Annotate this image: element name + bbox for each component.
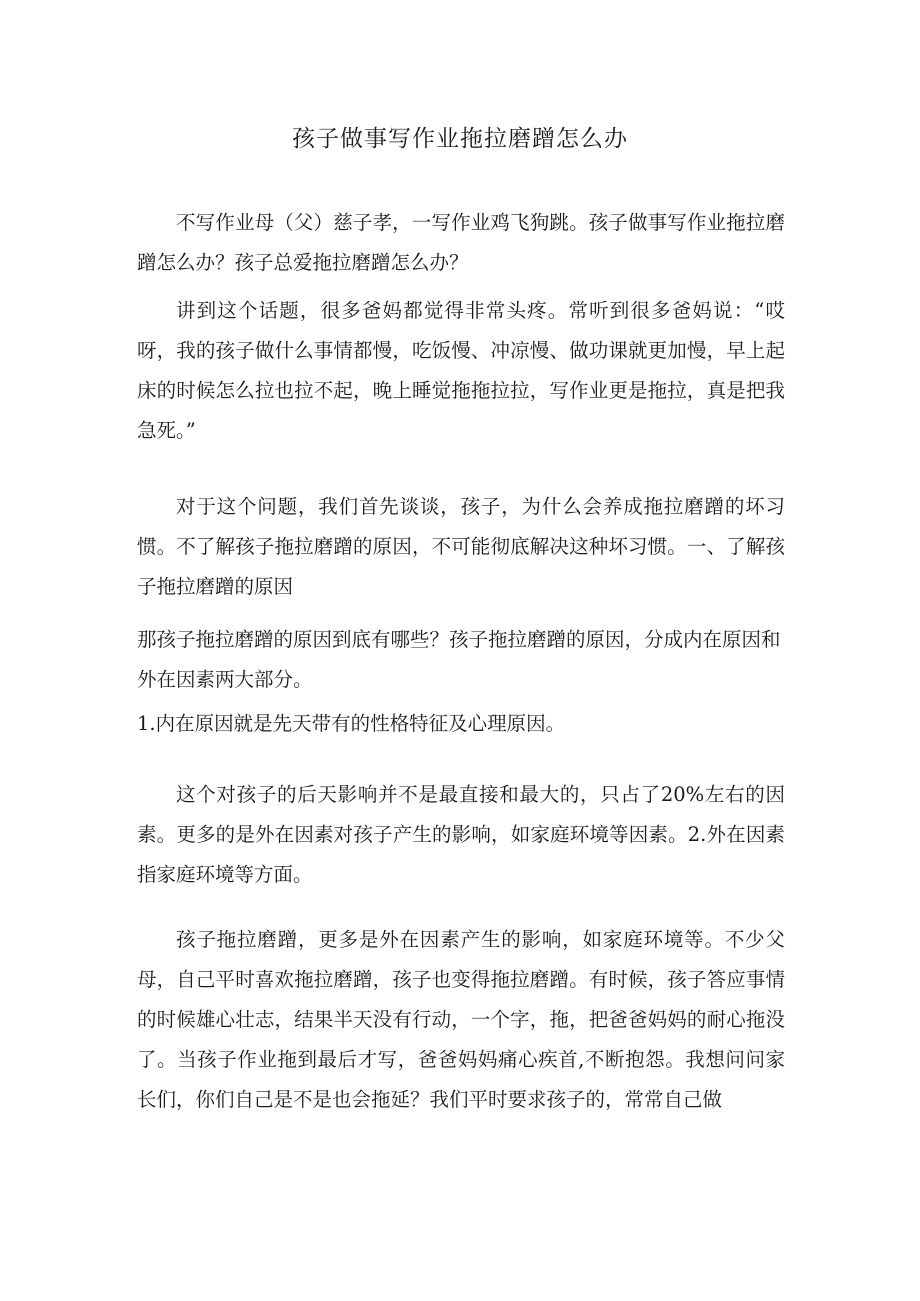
paragraph-7: 孩子拖拉磨蹭，更多是外在因素产生的影响，如家庭环境等。不少父母，自己平时喜欢拖拉磨蹭，孩子也变得拖拉磨蹭。有时候，孩子答应事情的时候雄心壮志，结果半天没有行动，一个字，拖，把爸爸妈妈的耐心拖没了。当孩子作业拖到最后才写，爸爸妈妈痛心疾首,不断抱怨。我想问问家长们，你们自己是不是也会拖延？我们平时要求孩子的，常常自己做 (137, 928, 785, 1111)
paragraph-6: 这个对孩子的后天影响并不是最直接和最大的，只占了20%左右的因素。更多的是外在因素对孩子产生的影响，如家庭环境等因素。2.外在因素指家庭环境等方面。 (137, 783, 785, 886)
paragraph-1: 不写作业母（父）慈子孝，一写作业鸡飞狗跳。孩子做事写作业拖拉磨蹭怎么办？孩子总爱拖拉磨蹭怎么办？ (137, 211, 785, 274)
paragraph-3: 对于这个问题，我们首先谈谈，孩子，为什么会养成拖拉磨蹭的坏习惯。不了解孩子拖拉磨蹭的原因，不可能彻底解决这种坏习惯。一、了解孩子拖拉磨蹭的原因 (137, 495, 785, 598)
paragraph-2: 讲到这个话题，很多爸妈都觉得非常头疼。常听到很多爸妈说：“哎呀，我的孩子做什么事情都慢，吃饭慢、冲凉慢、做功课就更加慢，早上起床的时候怎么拉也拉不起，晚上睡觉拖拖拉拉，写作业更是拖拉，真是把我急死。” (137, 299, 785, 442)
paragraph-4: 那孩子拖拉磨蹭的原因到底有哪些？孩子拖拉磨蹭的原因，分成内在原因和外在因素两大部分。 (137, 628, 781, 691)
paragraph-5-inner-cause: 1.内在原因就是先天带有的性格特征及心理原因。 (137, 712, 566, 735)
document-title: 孩子做事写作业拖拉磨蹭怎么办 (292, 126, 628, 152)
